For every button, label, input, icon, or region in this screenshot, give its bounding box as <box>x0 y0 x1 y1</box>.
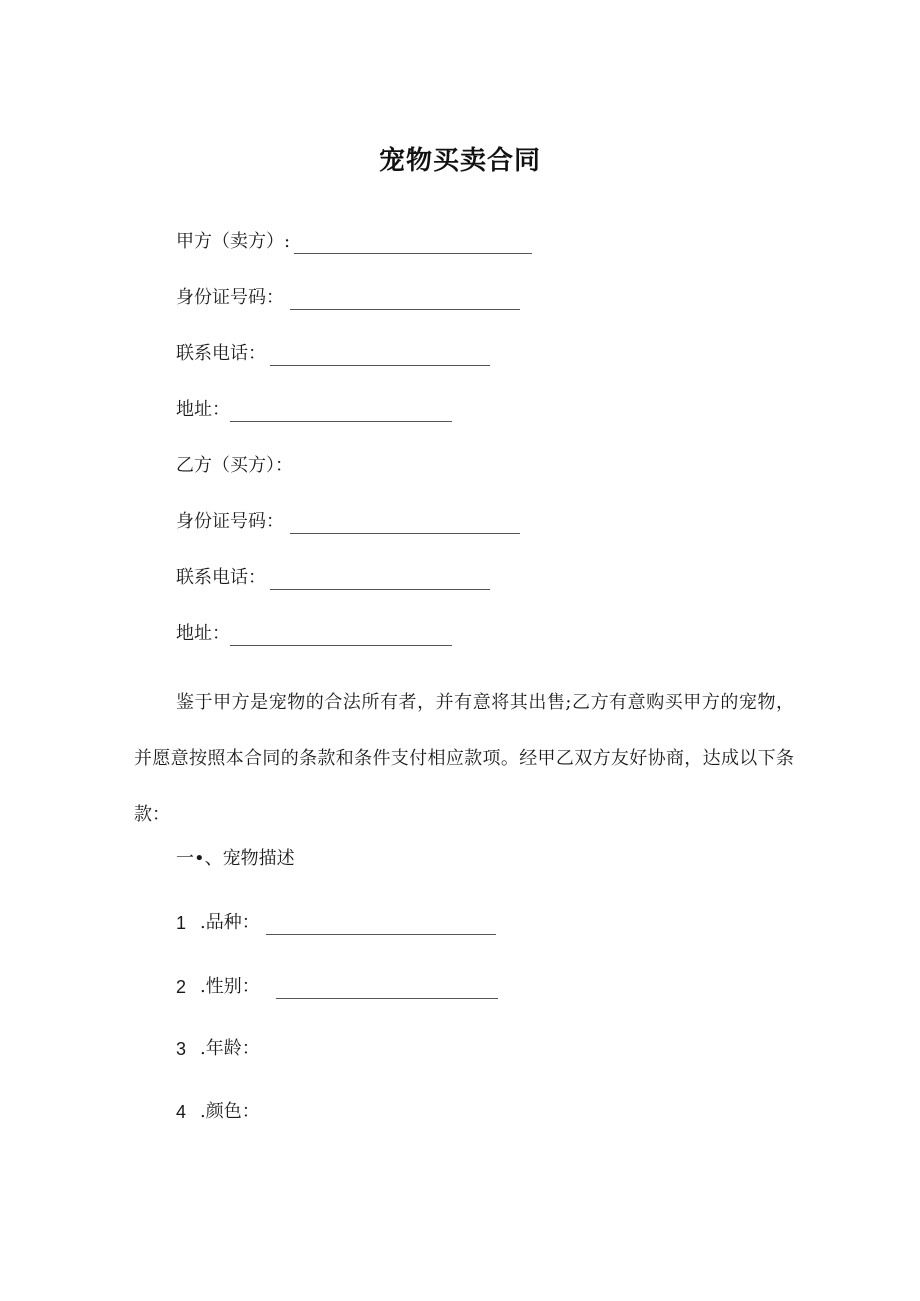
item-number: 4 <box>176 1102 187 1122</box>
party-b-phone-label: 联系电话： <box>176 567 266 588</box>
party-b-id-line <box>176 510 520 534</box>
item-number: 3 <box>176 1039 187 1059</box>
party-a-phone-line <box>176 342 490 366</box>
party-a-address-blank[interactable] <box>230 403 452 422</box>
preamble-paragraph: 鉴于甲方是宠物的合法所有者，并有意将其出售;乙方有意购买甲方的宠物，并愿意按照本合同的条款和条件支付相应款项。经甲乙双方友好协商，达成以下条款： <box>134 692 794 825</box>
item-label: .年龄： <box>200 1038 260 1059</box>
party-b-id-label: 身份证号码： <box>176 511 284 532</box>
party-b-phone-line <box>176 566 490 590</box>
party-a-id-blank[interactable] <box>290 291 520 310</box>
party-a-id-line <box>176 286 520 310</box>
section-heading <box>176 847 295 871</box>
party-a-id-label: 身份证号码： <box>176 287 284 308</box>
party-a-address-line <box>176 398 452 422</box>
party-b-id-blank[interactable] <box>290 515 520 534</box>
party-b-address-label: 地址： <box>176 623 230 644</box>
section-1-heading: 一•、宠物描述 <box>176 848 295 869</box>
item-label: .品种： <box>200 912 260 933</box>
item-color <box>176 1100 260 1124</box>
item-age <box>176 1037 260 1061</box>
item-gender-blank[interactable] <box>276 980 498 999</box>
party-a-address-label: 地址： <box>176 399 230 420</box>
party-b-line <box>176 454 293 478</box>
party-b-address-blank[interactable] <box>230 627 452 646</box>
party-a-line <box>176 230 532 254</box>
document-title: 宠物买卖合同 <box>378 146 541 176</box>
party-a-label: 甲方（卖方）: <box>176 231 291 252</box>
item-breed-blank[interactable] <box>266 916 496 935</box>
party-a-phone-blank[interactable] <box>270 347 490 366</box>
party-b-phone-blank[interactable] <box>270 571 490 590</box>
item-number: 2 <box>176 977 187 997</box>
item-number: 1 <box>176 913 187 933</box>
item-label: .性别： <box>200 976 260 997</box>
item-label: .颜色： <box>200 1101 260 1122</box>
party-a-blank[interactable] <box>294 235 532 254</box>
party-b-label: 乙方（买方）： <box>176 455 293 476</box>
party-b-address-line <box>176 622 452 646</box>
item-gender <box>176 975 498 999</box>
party-a-phone-label: 联系电话： <box>176 343 266 364</box>
item-breed <box>176 911 496 935</box>
